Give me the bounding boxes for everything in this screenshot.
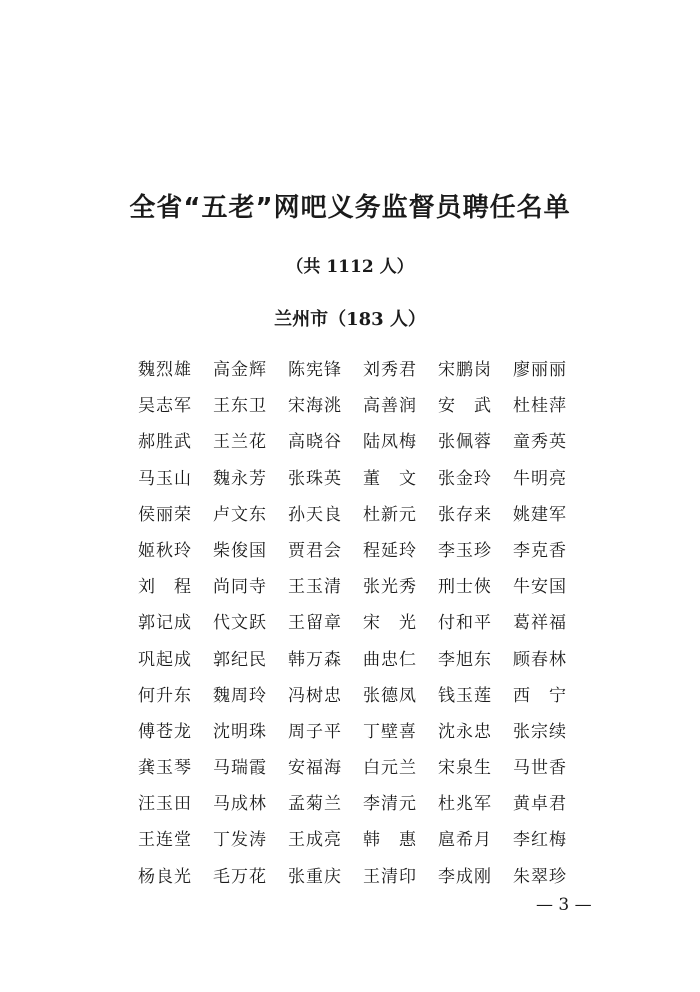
name-entry: 张佩蓉 bbox=[438, 432, 492, 453]
name-entry: 牛明亮 bbox=[513, 468, 567, 489]
name-entry: 姚建军 bbox=[513, 504, 567, 525]
name-entry: 王兰花 bbox=[213, 432, 267, 453]
name-entry: 张珠英 bbox=[288, 468, 342, 489]
name-entry: 龚玉琴 bbox=[138, 758, 192, 779]
name-entry: 王成亮 bbox=[288, 830, 342, 851]
name-entry: 马瑞霞 bbox=[213, 758, 267, 779]
name-entry: 陆凤梅 bbox=[363, 432, 417, 453]
name-entry: 沈明珠 bbox=[213, 721, 267, 742]
name-entry: 西 宁 bbox=[513, 685, 567, 706]
name-entry: 杜新元 bbox=[363, 504, 417, 525]
name-entry: 孙天良 bbox=[288, 504, 342, 525]
name-entry: 张存来 bbox=[438, 504, 492, 525]
name-entry: 王留章 bbox=[288, 613, 342, 634]
name-entry: 卢文东 bbox=[213, 504, 267, 525]
name-entry: 李红梅 bbox=[513, 830, 567, 851]
name-entry: 张宗续 bbox=[513, 721, 567, 742]
name-entry: 郭记成 bbox=[138, 613, 192, 634]
name-entry: 郭纪民 bbox=[213, 649, 267, 670]
name-entry: 李旭东 bbox=[438, 649, 492, 670]
name-entry: 张光秀 bbox=[363, 577, 417, 598]
name-entry: 安 武 bbox=[438, 396, 492, 417]
name-entry: 杨良光 bbox=[138, 866, 192, 887]
section-heading-lanzhou: 兰州市（183 人） bbox=[274, 309, 426, 330]
name-entry: 杜桂萍 bbox=[513, 396, 567, 417]
name-entry: 李清元 bbox=[363, 794, 417, 815]
name-entry: 吴志军 bbox=[138, 396, 192, 417]
name-entry: 尚同寺 bbox=[213, 577, 267, 598]
name-entry: 董 文 bbox=[363, 468, 417, 489]
name-entry: 张德凤 bbox=[363, 685, 417, 706]
name-entry: 安福海 bbox=[288, 758, 342, 779]
name-entry: 冯树忠 bbox=[288, 685, 342, 706]
name-entry: 刘 程 bbox=[138, 577, 192, 598]
name-entry: 巩起成 bbox=[138, 649, 192, 670]
name-entry: 魏周玲 bbox=[213, 685, 267, 706]
name-entry: 郝胜武 bbox=[138, 432, 192, 453]
page-number: — 3 — bbox=[536, 895, 592, 915]
name-entry: 刑士俠 bbox=[438, 577, 492, 598]
name-entry: 王东卫 bbox=[213, 396, 267, 417]
name-entry: 韩万森 bbox=[288, 649, 342, 670]
name-entry: 宋鹏岗 bbox=[438, 360, 492, 380]
name-entry: 李玉珍 bbox=[438, 540, 492, 561]
name-entry: 李克香 bbox=[513, 540, 567, 561]
name-entry: 高金辉 bbox=[213, 360, 267, 380]
name-entry: 曲忠仁 bbox=[363, 649, 417, 670]
name-list bbox=[138, 356, 578, 899]
name-entry: 牛安国 bbox=[513, 577, 567, 598]
name-entry: 孟菊兰 bbox=[288, 794, 342, 815]
name-entry: 白元兰 bbox=[363, 758, 417, 779]
name-entry: 黄卓君 bbox=[513, 794, 567, 815]
name-entry: 丁壁喜 bbox=[363, 721, 417, 742]
name-entry: 童秀英 bbox=[513, 432, 567, 453]
name-entry: 柴俊国 bbox=[213, 540, 267, 561]
name-entry: 王玉清 bbox=[288, 577, 342, 598]
name-entry: 丁发涛 bbox=[213, 830, 267, 851]
name-entry: 傅苍龙 bbox=[138, 721, 192, 742]
name-entry: 高善润 bbox=[363, 396, 417, 417]
name-entry: 毛万花 bbox=[213, 866, 267, 887]
name-entry: 廖丽丽 bbox=[513, 360, 567, 380]
name-entry: 扈希月 bbox=[438, 830, 492, 851]
page-title: 全省“五老”网吧义务监督员聘任名单 bbox=[129, 193, 571, 223]
name-entry: 魏烈雄 bbox=[138, 360, 192, 380]
name-entry: 杜兆军 bbox=[438, 794, 492, 815]
name-entry: 韩 惠 bbox=[363, 830, 417, 851]
name-entry: 马玉山 bbox=[138, 468, 192, 489]
name-entry: 张重庆 bbox=[288, 866, 342, 887]
name-entry: 钱玉莲 bbox=[438, 685, 492, 706]
name-entry: 王连堂 bbox=[138, 830, 192, 851]
name-entry: 付和平 bbox=[438, 613, 492, 634]
name-entry: 姬秋玲 bbox=[138, 540, 192, 561]
name-entry: 程延玲 bbox=[363, 540, 417, 561]
name-entry: 周子平 bbox=[288, 721, 342, 742]
name-entry: 代文跃 bbox=[213, 613, 267, 634]
name-entry: 王清印 bbox=[363, 866, 417, 887]
name-entry: 刘秀君 bbox=[363, 360, 417, 380]
name-entry: 宋 光 bbox=[363, 613, 417, 634]
name-entry: 马世香 bbox=[513, 758, 567, 779]
name-entry: 魏永芳 bbox=[213, 468, 267, 489]
name-entry: 李成刚 bbox=[438, 866, 492, 887]
name-entry: 侯丽荣 bbox=[138, 504, 192, 525]
name-entry: 汪玉田 bbox=[138, 794, 192, 815]
name-entry: 朱翠珍 bbox=[513, 866, 567, 887]
name-entry: 马成林 bbox=[213, 794, 267, 815]
name-entry: 何升东 bbox=[138, 685, 192, 706]
name-entry: 宋海洮 bbox=[288, 396, 342, 417]
name-entry: 陈宪锋 bbox=[288, 360, 342, 380]
name-entry: 顾春林 bbox=[513, 649, 567, 670]
total-count: （共 1112 人） bbox=[286, 257, 414, 277]
name-entry: 葛祥福 bbox=[513, 613, 567, 634]
name-entry: 张金玲 bbox=[438, 468, 492, 489]
name-entry: 宋泉生 bbox=[438, 758, 492, 779]
name-entry: 高晓谷 bbox=[288, 432, 342, 453]
name-entry: 贾君会 bbox=[288, 540, 342, 561]
name-entry: 沈永忠 bbox=[438, 721, 492, 742]
